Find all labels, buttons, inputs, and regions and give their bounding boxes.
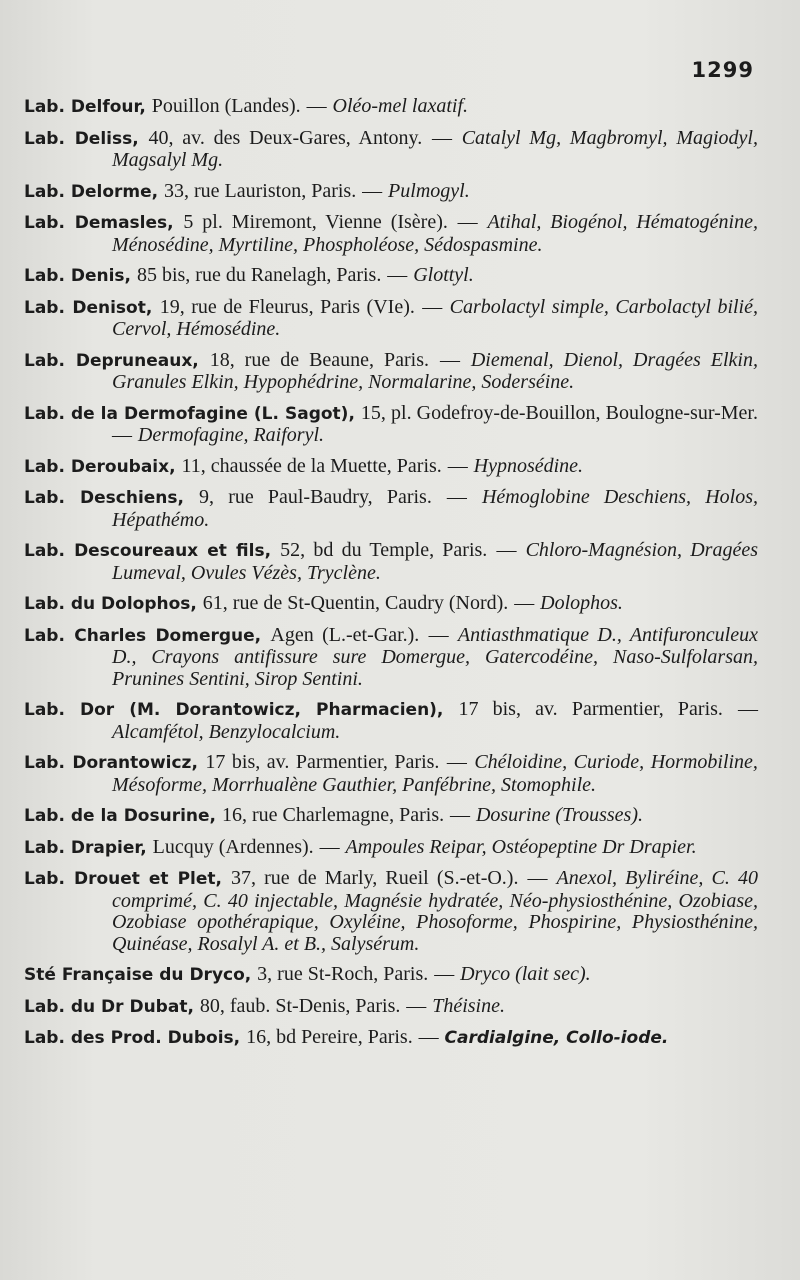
entry-products: Dosurine (Trousses). <box>475 804 644 826</box>
entry-products: Diemenal, Dienol, Dragées Elkin, Granules Elkin, Hypophédrine, Normalarine, Soderséine. <box>112 348 758 393</box>
entry-separator: — <box>527 867 548 889</box>
entry-address: 61, rue de St-Quentin, Caudry (Nord). <box>202 592 509 614</box>
entry-prefix: Lab. <box>24 403 65 424</box>
list-item <box>24 868 758 955</box>
entry-name: Delfour, <box>70 97 146 117</box>
entry-address: 17 bis, av. Parmentier, Paris. <box>205 751 440 773</box>
page-number: 1299 <box>691 58 754 82</box>
entry-separator: — <box>406 994 427 1017</box>
entry-prefix: Lab. <box>24 837 65 858</box>
entry-products: Alcamfétol, Benzylocalcium. <box>112 720 341 743</box>
entry-separator: — <box>306 95 327 117</box>
entry-address: 17 bis, av. Parmentier, Paris. <box>458 698 723 720</box>
entry-name: Demasles, <box>74 213 174 233</box>
entry-name: du Dolophos, <box>70 594 197 614</box>
entry-separator: — <box>450 804 471 826</box>
entry-prefix: Lab. <box>24 869 65 889</box>
entry-prefix: Lab. <box>24 806 65 826</box>
list-item <box>24 403 758 447</box>
entry-address: 9, rue Paul-Baudry, Paris. <box>199 486 432 508</box>
list-item <box>24 456 758 479</box>
entry-products: Oléo-mel laxatif. <box>332 95 469 117</box>
entry-products: Chéloidine, Curiode, Hormobiline, Mésoforme, Morrhualène Gauthier, Panfébrine, Stomophile. <box>112 751 758 796</box>
entry-products: Antiasthmatique D., Antifuronculeux D., Crayons antifissure sure Domergue, Gatercodéine, Naso-Sulfolarsan, Prunines Sentini, Sirop Sentini. <box>112 623 758 690</box>
entry-name: Drouet et Plet, <box>73 869 222 889</box>
entry-address: 18, rue de Beaune, Paris. <box>209 348 430 371</box>
entry-address: 16, bd Pereire, Paris. <box>246 1026 413 1048</box>
entry-separator: — <box>387 264 408 286</box>
list-item <box>24 964 758 987</box>
entry-prefix: Lab. <box>24 1028 65 1048</box>
entry-name: Française du Dryco, <box>61 965 252 985</box>
entry-name: des Prod. Dubois, <box>70 1028 241 1048</box>
entry-name: Dor (M. Dorantowicz, Pharmacien), <box>80 700 444 720</box>
entry-products: Cardialgine, Collo-iode. <box>444 1028 669 1048</box>
entry-address: 5 pl. Miremont, Vienne (Isère). <box>183 211 448 233</box>
entry-separator: — <box>319 835 340 858</box>
entry-products: Dermofagine, Raiforyl. <box>137 424 325 446</box>
list-item <box>24 96 758 119</box>
list-item <box>24 181 758 204</box>
list-item <box>24 593 758 616</box>
entry-name: Depruneaux, <box>75 350 199 371</box>
entry-address: 33, rue Lauriston, Paris. <box>164 179 357 202</box>
entry-name: de la Dosurine, <box>70 806 217 826</box>
entry-address: 52, bd du Temple, Paris. <box>280 539 488 561</box>
entry-prefix: Lab. <box>24 753 65 773</box>
list-item <box>24 1027 758 1050</box>
entry-separator: — <box>112 424 132 446</box>
entry-products: Atihal, Biogénol, Hématogénine, Ménosédine, Myrtiline, Phospholéose, Sédospasmine. <box>112 211 758 256</box>
entry-separator: — <box>447 454 468 477</box>
list-item <box>24 540 758 584</box>
entry-address: Pouillon (Landes). <box>151 95 301 117</box>
entry-prefix: Lab. <box>24 213 65 233</box>
entry-prefix: Lab. <box>24 625 65 646</box>
entry-products: Pulmogyl. <box>388 179 470 202</box>
entry-products: Théisine. <box>432 994 505 1017</box>
entry-products: Carbolactyl simple, Carbolactyl bilié, Cervol, Hémosédine. <box>112 295 758 340</box>
list-item <box>24 837 758 860</box>
entry-address: 19, rue de Fleurus, Paris (VIe). <box>159 295 415 318</box>
entry-prefix: Lab. <box>24 297 65 318</box>
entry-name: Delorme, <box>70 181 159 202</box>
entry-address: 85 bis, rue du Ranelagh, Paris. <box>136 264 382 286</box>
laboratory-list <box>24 96 758 1059</box>
entry-prefix: Lab. <box>24 996 65 1017</box>
entry-separator: — <box>362 179 383 202</box>
entry-address: 15, pl. Godefroy-de-Bouillon, Boulogne-sur-Mer. <box>360 401 758 424</box>
entry-address: 16, rue Charlemagne, Paris. <box>221 804 445 826</box>
entry-address: 37, rue de Marly, Rueil (S.-et-O.). <box>231 867 519 889</box>
entry-name: Denisot, <box>72 297 153 318</box>
entry-name: Charles Domergue, <box>74 625 262 646</box>
entry-name: Deliss, <box>74 128 139 149</box>
list-item <box>24 297 758 341</box>
entry-products: Hypnosédine. <box>473 454 584 477</box>
entry-prefix: Sté <box>24 965 56 985</box>
entry-separator: — <box>434 963 455 985</box>
entry-prefix: Lab. <box>24 700 65 720</box>
entry-name: Dorantowicz, <box>72 753 198 773</box>
entry-separator: — <box>418 1026 439 1048</box>
entry-separator: — <box>428 623 449 646</box>
entry-products: Hémoglobine Deschiens, Holos, Hépathémo. <box>112 486 758 531</box>
entry-separator: — <box>431 126 452 149</box>
entry-address: Lucquy (Ardennes). <box>152 835 314 858</box>
entry-address: 80, faub. St-Denis, Paris. <box>199 994 401 1017</box>
entry-address: 40, av. des Deux-Gares, Antony. <box>148 126 423 149</box>
entry-products: Dolophos. <box>540 592 623 614</box>
entry-prefix: Lab. <box>24 541 65 561</box>
entry-name: Denis, <box>70 266 132 286</box>
entry-prefix: Lab. <box>24 594 65 614</box>
list-item <box>24 487 758 531</box>
entry-separator: — <box>496 539 517 561</box>
entry-products: Anexol, Byliréine, C. 40 comprimé, C. 40 injectable, Magnésie hydratée, Néo-physiosthénine, Ozobiase, Ozobiase opothérapique, Oxyléine, Phosoforme, Phospirine, Physiosthénine, Quinéase, Rosalyl A. et B., Salysérum. <box>112 867 758 955</box>
entry-name: de la Dermofagine (L. Sagot), <box>70 403 355 424</box>
entry-name: Deschiens, <box>80 488 184 508</box>
entry-address: 11, chaussée de la Muette, Paris. <box>181 454 442 477</box>
entry-products: Catalyl Mg, Magbromyl, Magiodyl, Magsalyl Mg. <box>112 126 758 171</box>
entry-prefix: Lab. <box>24 456 65 477</box>
entry-prefix: Lab. <box>24 181 65 202</box>
entry-name: Deroubaix, <box>70 456 176 477</box>
entry-address: 3, rue St-Roch, Paris. <box>257 963 429 985</box>
list-item <box>24 996 758 1019</box>
entry-prefix: Lab. <box>24 266 65 286</box>
list-item <box>24 752 758 796</box>
list-item <box>24 212 758 256</box>
entry-prefix: Lab. <box>24 97 65 117</box>
entry-separator: — <box>446 751 467 773</box>
entry-name: du Dr Dubat, <box>70 996 194 1017</box>
entry-separator: — <box>439 348 460 371</box>
list-item <box>24 805 758 828</box>
entry-separator: — <box>446 486 467 508</box>
entry-products: Chloro-Magnésion, Dragées Lumeval, Ovules Vézès, Tryclène. <box>112 539 759 584</box>
list-item <box>24 625 758 691</box>
entry-name: Descoureaux et fils, <box>74 541 272 561</box>
list-item <box>24 265 758 288</box>
entry-products: Ampoules Reipar, Ostéopeptine Dr Drapier. <box>345 835 697 858</box>
entry-separator: — <box>514 592 535 614</box>
entry-products: Dryco (lait sec). <box>460 963 591 985</box>
entry-name: Drapier, <box>70 837 147 858</box>
entry-separator: — <box>422 295 443 318</box>
list-item <box>24 350 758 394</box>
list-item <box>24 128 758 172</box>
entry-separator: — <box>457 211 478 233</box>
entry-prefix: Lab. <box>24 488 65 508</box>
entry-prefix: Lab. <box>24 350 65 371</box>
list-item <box>24 699 758 743</box>
entry-prefix: Lab. <box>24 128 65 149</box>
entry-separator: — <box>737 698 758 720</box>
entry-address: Agen (L.-et-Gar.). <box>270 623 420 646</box>
entry-products: Glottyl. <box>413 264 474 286</box>
